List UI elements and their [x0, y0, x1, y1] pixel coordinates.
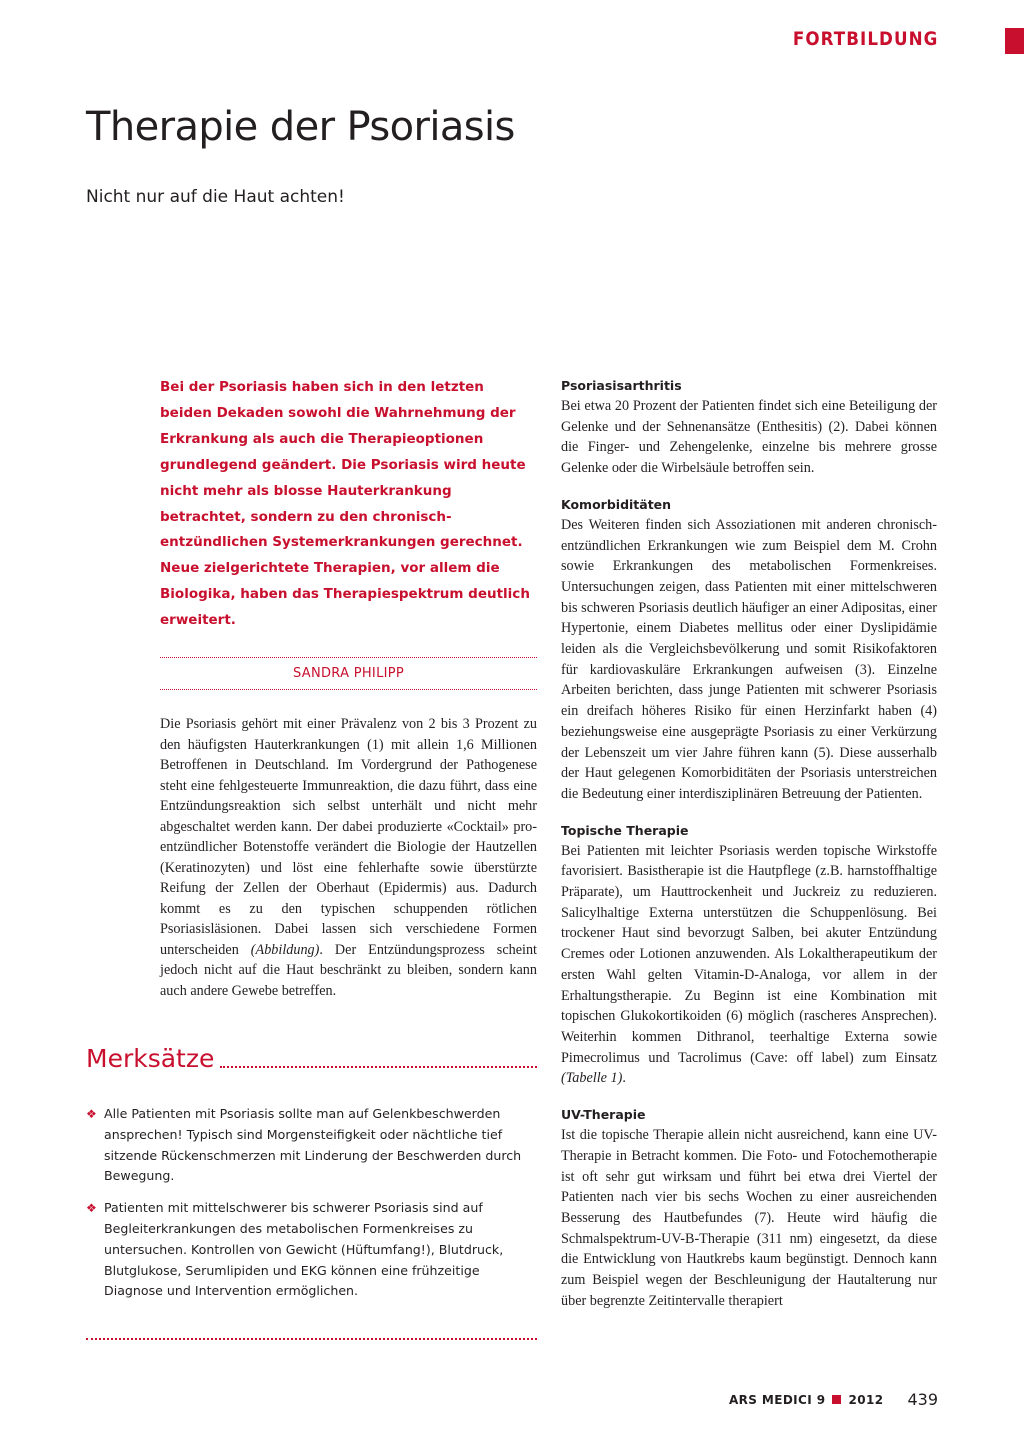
right-column: [561, 376, 937, 1311]
section-text-komorbiditaeten: Des Weiteren finden sich Assoziationen mit anderen chronisch-entzündlichen Erkrankungen wie zum Beispiel dem M. Crohn sowie Erkrankungen des metabolischen Formenkreises. Untersuchungen zeigen, dass Patienten mit einer mittelschweren bis schweren Psoriasis deutlich häufiger an einer Adipositas, einer Hypertonie, einem Diabetes mellitus oder einer Dyslipidämie leiden als die Vergleichsbevölkerung und somit Risikofaktoren für kardiovaskuläre Erkrankungen aufweisen (3). Einzelne Arbeiten berichten, dass junge Patienten mit schwerer Psoriasis ein dreifach höheres Risiko für einen Herzinfarkt haben (4) beziehungsweise eine ausgeprägte Psoriasis zu einer Verkürzung der Lebenszeit um vier Jahre führen kann (5). Diese ausserhalb der Haut gelegenen Komorbiditäten der Psoriasis unterstreichen die Bedeutung einer interdisziplinären Betreuung der Patienten.: [561, 516, 937, 802]
table-reference: (Tabelle 1): [561, 1070, 623, 1087]
article-subtitle: Nicht nur auf die Haut achten!: [86, 187, 345, 207]
left-column: [160, 375, 537, 1001]
key-points-header: [86, 1043, 537, 1075]
section-marker: [1005, 28, 1024, 54]
section-heading-arthritis: Psoriasisarthritis: [561, 378, 682, 393]
page-footer: [729, 1390, 938, 1409]
key-points-list: [86, 1104, 537, 1313]
key-point-item: [86, 1198, 537, 1302]
figure-reference: (Abbildung): [250, 941, 320, 958]
section-text-topisch: [561, 841, 937, 1089]
section-heading-komorbiditaeten: Komorbiditäten: [561, 496, 672, 512]
section-text-uv: Ist die topische Therapie allein nicht ausreichend, kann eine UV-Therapie in Betracht kommen. Die Foto- und Fotochemotherapie ist oft sehr gut wirksam und führt bei etwa drei Viertel der Patienten nach vier bis sechs Wochen zu einer ausreichenden Besserung des Hautbefundes (7). Heute wird häufig die Schmalspektrum-UV-B-Therapie (311 nm) eingesetzt, da diese die Entwicklung von Hautkrebs kaum begünstigt. Dennoch kann zum Beispiel wegen der Beschleunigung der Hautalterung nur über begrenzte Zeitintervalle therapiert: [561, 1127, 937, 1309]
byline: [160, 657, 537, 690]
section-heading-topisch: Topische Therapie: [561, 822, 689, 838]
key-points-bottom-divider: [86, 1338, 537, 1340]
author-name: SANDRA PHILIPP: [292, 666, 405, 682]
page-number: 439: [907, 1390, 938, 1409]
topisch-text-end: .: [622, 1070, 626, 1087]
key-points-divider: [220, 1066, 537, 1068]
diamond-bullet-icon: ❖: [86, 1201, 97, 1216]
key-point-item: [86, 1104, 537, 1187]
key-point-text: Alle Patienten mit Psoriasis sollte man auf Gelenkbeschwerden ansprechen! Typisch sind Morgensteifigkeit oder nächtliche tief sitzende Rückenschmerzen mit Linderung der Beschwerden durch Bewegung.: [104, 1106, 522, 1184]
footer-square-icon: [832, 1395, 841, 1404]
section-text-arthritis: Bei etwa 20 Prozent der Patienten findet sich eine Beteiligung der Gelenke und der Sehnenansätze (Enthesitis) (2). Dabei können die Finger- und Zehengelenke, einzelne bis mehrere grosse Gelenke oder die Wirbelsäule betroffen sein.: [561, 398, 937, 477]
section-label: FORTBILDUNG: [792, 28, 938, 50]
intro-paragraph: [160, 714, 537, 1001]
intro-text-end: . Der Entzündungsprozess scheint jedoch nicht auf die Haut beschränkt zu bleiben, sondern kann auch andere Gewebe betreffen.: [160, 941, 537, 999]
key-points-title: Merksätze: [86, 1044, 215, 1073]
lead-paragraph: Bei der Psoriasis haben sich in den letzten beiden Dekaden sowohl die Wahrnehmung der Erkrankung als auch die Therapieoptionen grundlegend geändert. Die Psoriasis wird heute nicht mehr als blosse Hauterkrankung betrachtet, sondern zu den chronisch-entzündlichen Systemerkrankungen gerechnet. Neue zielgerichtete Therapien, vor allem die Biologika, haben das Therapiespektrum deutlich erweitert.: [160, 379, 530, 629]
article-title: Therapie der Psoriasis: [86, 104, 515, 150]
topisch-text: Bei Patienten mit leichter Psoriasis werden topische Wirkstoffe favorisiert. Basistherapie ist die Hautpflege (z.B. harnstoffhaltige Präparate), um Hauttrockenheit und Juckreiz zu reduzieren. Salicylhaltige Externa unterstützen die Schuppenlösung. Bei trockener Haut sind bevorzugt Salben, bei akuter Entzündung Cremes oder Lotionen anzuwenden. Als Lokaltherapeutikum der ersten Wahl gelten Vitamin-D-Analoga, vor allem in der Erhaltungstherapie. Zu Beginn ist eine Kombination mit topischen Glukokortikoiden (6) möglich (rascheres Ansprechen). Weiterhin kommen Dithranol, teerhaltige Externa sowie Pimecrolimus und Tacrolimus (Cave: off label) zum Einsatz: [561, 842, 937, 1066]
diamond-bullet-icon: ❖: [86, 1107, 97, 1121]
journal-name: ARS MEDICI 9: [728, 1392, 826, 1407]
byline-bottom-divider: [160, 689, 537, 690]
section-heading-uv: UV-Therapie: [561, 1107, 646, 1123]
key-point-text: Patienten mit mittelschwerer bis schwerer Psoriasis sind auf Begleiterkrankungen des metabolischen Formenkreises zu untersuchen. Kontrollen von Gewicht (Hüftumfang!), Blutdruck, Blutglukose, Serumlipiden und EKG können eine frühzeitige Diagnose und Intervention ermöglichen.: [104, 1200, 504, 1299]
journal-year: 2012: [848, 1392, 884, 1407]
intro-text: Die Psoriasis gehört mit einer Prävalenz von 2 bis 3 Prozent zu den häufigsten Hauterkrankungen (1) mit allein 1,6 Millionen Betroffenen in Deutschland. Im Vordergrund der Pathogenese steht eine fehlgesteuerte Immunreaktion, die dazu führt, dass eine Entzündungsreaktion sich selbst unterhält und nicht mehr abgeschaltet werden kann. Der dabei produzierte «Cocktail» pro-entzündlicher Botenstoffe verändert die Biologie der Hautzellen (Keratinozyten) und löst eine fehlerhafte sowie überstürzte Reifung der Zellen der Oberhaut (Epidermis) aus. Dadurch kommt es zu den typischen schuppenden rötlichen Psoriasisläsionen. Dabei lassen sich verschiedene Formen unterscheiden: [160, 716, 537, 958]
